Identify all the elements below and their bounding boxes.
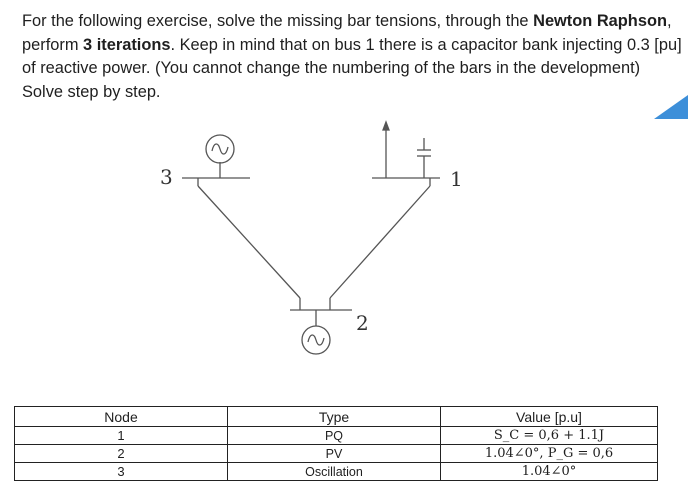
node-cell: 1 [15, 427, 228, 445]
table-row [15, 463, 658, 481]
type-cell: Oscillation [228, 463, 441, 481]
problem-text-2: , perform [22, 12, 672, 54]
node-cell: 2 [15, 445, 228, 463]
table-row [15, 427, 658, 445]
bus-data-table [14, 406, 658, 481]
problem-text-3: . Keep in mind that on bus 1 there is a capacitor bank injecting 0.3 [pu] of reactive power. (You cannot change the numbering of the bars in the development) Solve step by step. [22, 35, 682, 101]
value-cell: 1.04∠0°, P_G = 0,6 [441, 445, 658, 463]
header-node: Node [15, 407, 228, 427]
node-cell: 3 [15, 463, 228, 481]
header-value: Value [p.u] [441, 407, 658, 427]
table-row [15, 445, 658, 463]
bus-3-label: 3 [160, 165, 173, 189]
header-type: Type [228, 407, 441, 427]
problem-bold-method: Newton Raphson [533, 12, 667, 30]
type-cell: PV [228, 445, 441, 463]
bus-1-label: 1 [450, 167, 463, 191]
power-system-diagram [140, 120, 480, 360]
type-cell: PQ [228, 427, 441, 445]
table-header-row [15, 407, 658, 427]
bus-2-label: 2 [356, 311, 369, 335]
value-cell: S_C = 0,6 + 1.1J [441, 427, 658, 445]
problem-statement [22, 10, 682, 104]
problem-text-1: For the following exercise, solve the missing bar tensions, through the [22, 12, 534, 30]
problem-bold-iterations: 3 iterations [83, 35, 171, 54]
value-cell: 1.04∠0° [441, 463, 658, 481]
corner-triangle-icon [654, 95, 688, 119]
